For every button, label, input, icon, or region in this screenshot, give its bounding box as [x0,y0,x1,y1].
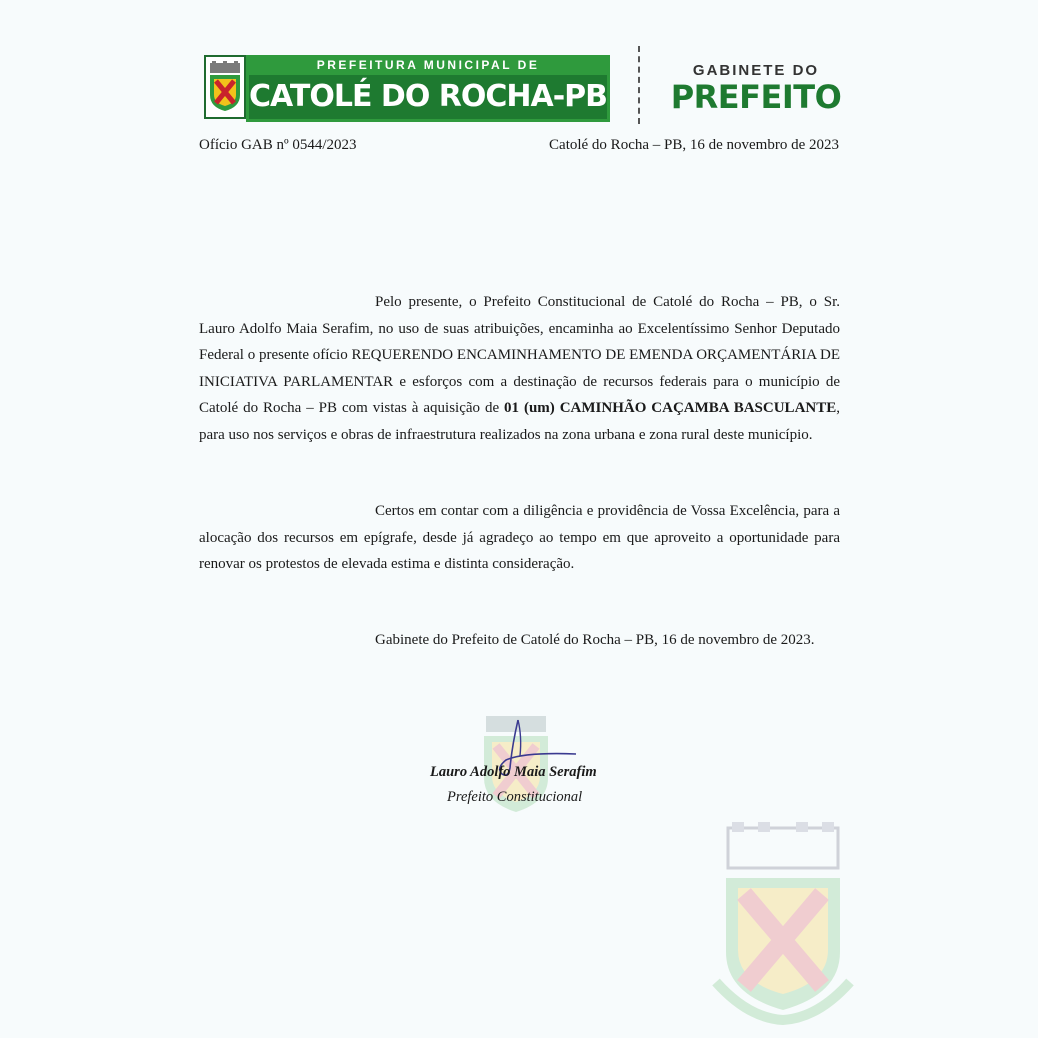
document-reference: Ofício GAB nº 0544/2023 [199,137,357,153]
header-divider [638,46,640,124]
document-place-date: Catolé do Rocha – PB, 16 de novembro de 2023 [549,137,839,153]
signatory-title: Prefeito Constitucional [447,789,583,805]
office-label: GABINETE DO [692,62,820,79]
watermark-crest-icon [708,822,858,1028]
office-name: PREFEITO [670,78,842,116]
city-name: CATOLÉ DO ROCHA-PB [246,75,610,122]
municipality-label: PREFEITURA MUNICIPAL DE [246,55,610,75]
signatory-name: Lauro Adolfo Maia Serafim [430,764,597,780]
prefeitura-logo [204,55,608,119]
coat-of-arms-icon [206,61,244,113]
prefeitura-name [246,55,610,119]
paragraph-1-text-a: Pelo presente, o Prefeito Constitucional de Catolé do Rocha – PB, o Sr. Lauro Adolfo Maia Serafim, no uso de suas atribuições, encaminha ao Excelentíssimo Senhor Deputado Federal o presente ofício REQUERENDO ENCAMINHAMENTO DE EMENDA ORÇAMENTÁRIA DE INICIATIVA PARLAMENTAR e esforços com a destinação de recursos federais para o município de Catolé do Rocha – PB com vistas à aquisição de [199,294,840,416]
paragraph-1-bold: 01 (um) CAMINHÃO CAÇAMBA BASCULANTE [504,400,837,416]
body-paragraph-2: Certos em contar com a diligência e providência de Vossa Excelência, para a alocação dos recursos em epígrafe, desde já agradeço ao tempo em que aproveito a oportunidade para renovar os protestos de elevada estima e distinta consideração. [199,503,840,572]
body-paragraph-1 [199,289,840,448]
crest-box [204,55,246,119]
closing-line: Gabinete do Prefeito de Catolé do Rocha – PB, 16 de novembro de 2023. [375,632,815,648]
paragraph-1-text-b: , para uso nos serviços e obras de infraestrutura realizados na zona urbana e zona rural deste município. [199,400,840,443]
